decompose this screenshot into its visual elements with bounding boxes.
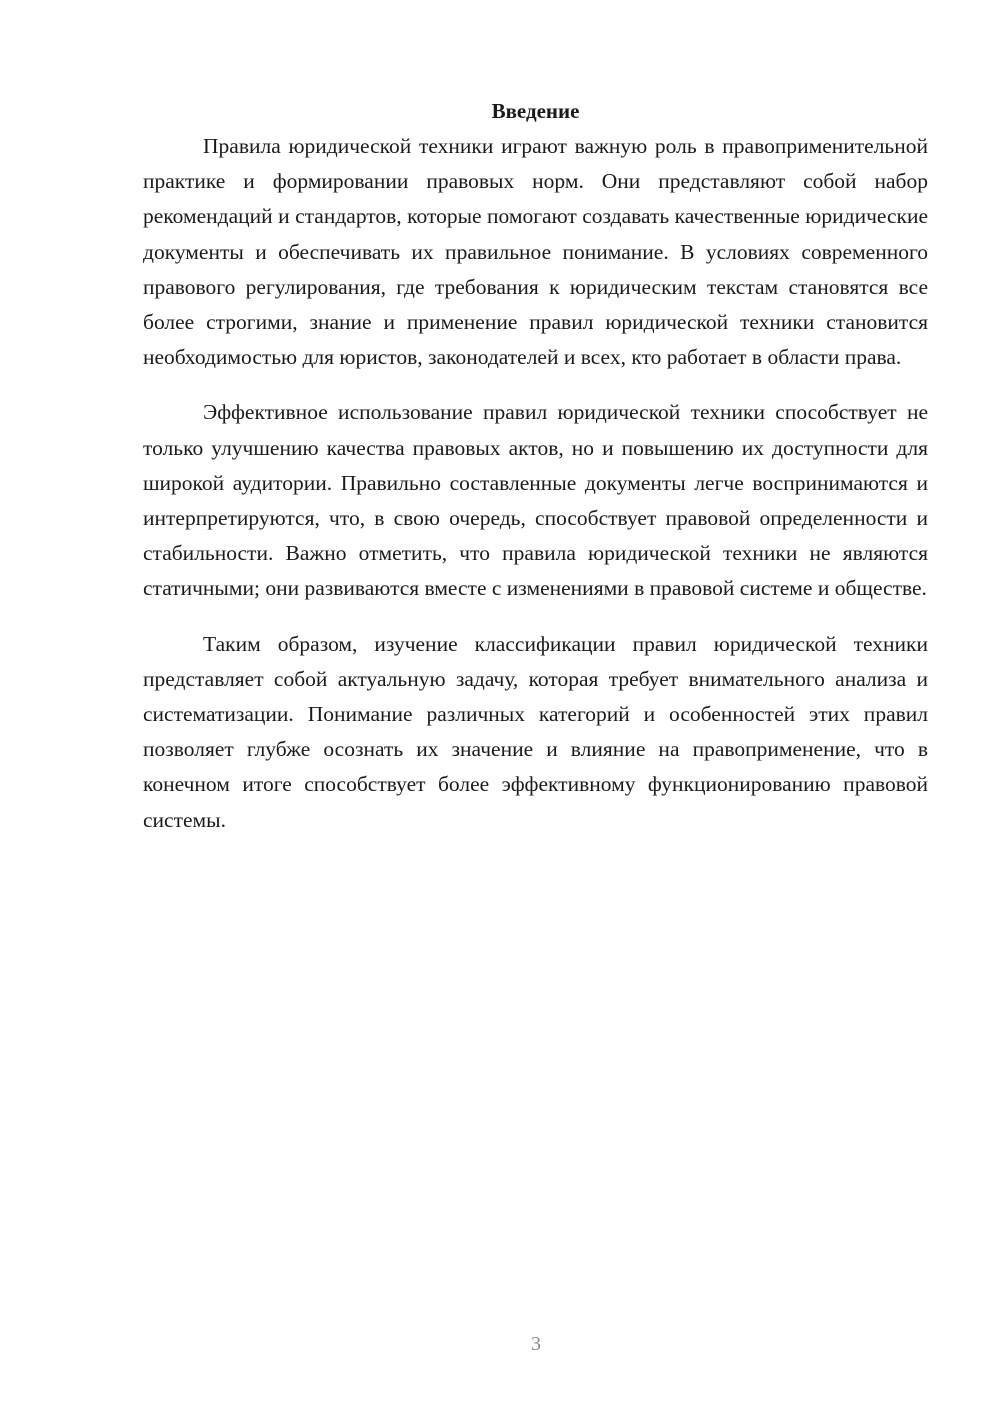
paragraph-3: Таким образом, изучение классификации правил юридической техники представляет собой актуальную задачу, которая требует внимательного анализа и систематизации. Понимание различных категорий и особенностей этих правил позволяет глубже осознать их значение и влияние на правоприменение, что в конечном итоге способствует более эффективному функционированию правовой системы.	[143, 631, 928, 832]
section-heading: Введение	[491, 99, 580, 123]
paragraph-2: Эффективное использование правил юридической техники способствует не только улучшению качества правовых актов, но и повышению их доступности для широкой аудитории. Правильно составленные документы легче воспринимаются и интерпретируются, что, в свою очередь, способствует правовой определенности и стабильности. Важно отметить, что правила юридической техники не являются статичными; они развиваются вместе с изменениями в правовой системе и обществе.	[143, 400, 928, 601]
page-content	[143, 94, 928, 838]
paragraph-1: Правила юридической техники играют важную роль в правоприменительной практике и формировании правовых норм. Они представляют собой набор рекомендаций и стандартов, которые помогают создавать качественные юридические документы и обеспечивать их правильное понимание. В условиях современного правового регулирования, где требования к юридическим текстам становятся все более строгими, знание и применение правил юридической техники становится необходимостью для юристов, законодателей и всех, кто работает в области права.	[143, 134, 928, 370]
page-number: 3	[531, 1333, 541, 1355]
